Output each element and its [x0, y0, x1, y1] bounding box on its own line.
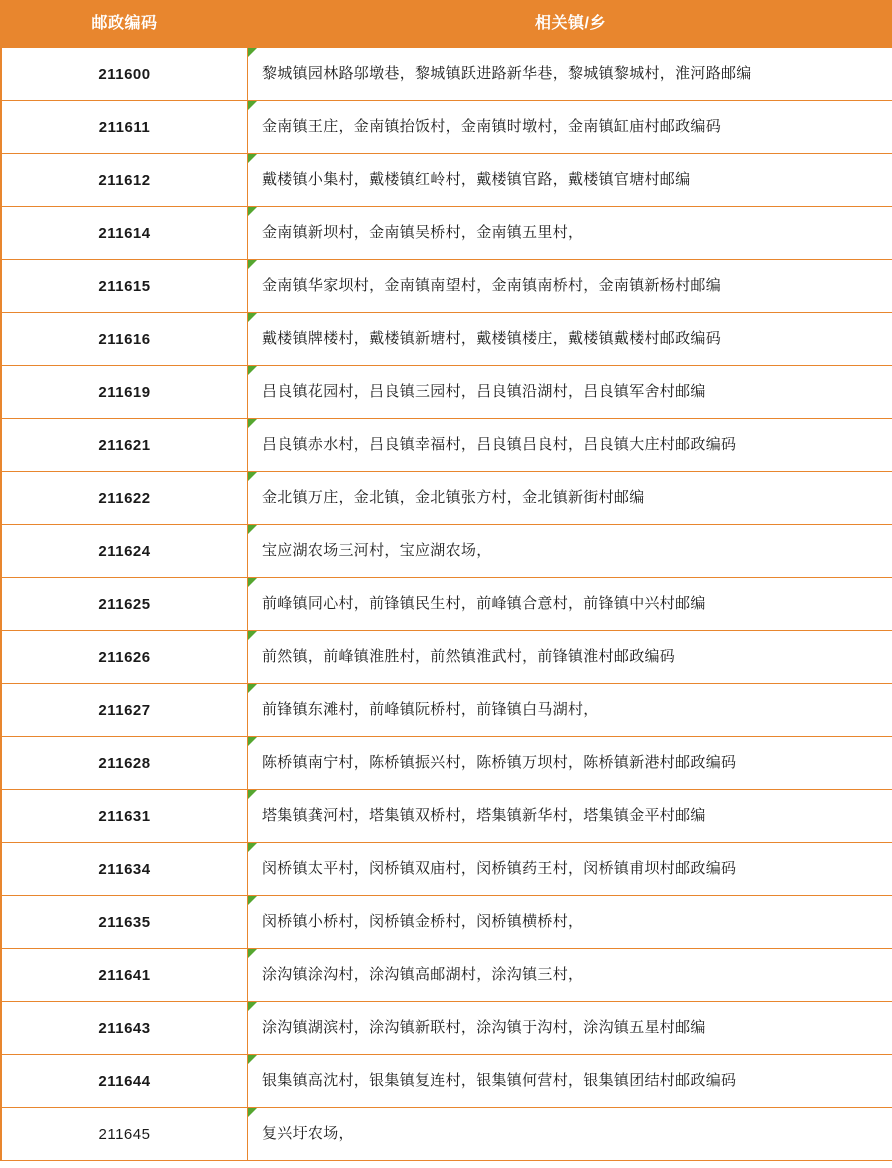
table-row [2, 419, 892, 472]
postcode-cell: 211611 [2, 101, 248, 154]
towns-cell [248, 525, 892, 578]
corner-marker-icon [248, 684, 257, 693]
table-row [2, 313, 892, 366]
towns-cell [248, 949, 892, 1002]
postcode-cell: 211621 [2, 419, 248, 472]
towns-cell [248, 313, 892, 366]
corner-marker-icon [248, 949, 257, 958]
towns-cell [248, 843, 892, 896]
postcode-cell: 211622 [2, 472, 248, 525]
towns-text: 复兴圩农场， [262, 1125, 354, 1143]
postcode-cell: 211627 [2, 684, 248, 737]
towns-cell [248, 48, 892, 101]
corner-marker-icon [248, 1055, 257, 1064]
towns-cell [248, 737, 892, 790]
table-header [2, 1, 892, 48]
column-header-towns: 相关镇/乡 [248, 1, 892, 48]
towns-cell [248, 101, 892, 154]
table-row [2, 1002, 892, 1055]
table-row [2, 790, 892, 843]
table-row [2, 1055, 892, 1108]
towns-text: 前锋镇东滩村，前峰镇阮桥村，前锋镇白马湖村， [262, 701, 599, 719]
towns-text: 闵桥镇小桥村，闵桥镇金桥村，闵桥镇横桥村， [262, 913, 584, 931]
table-row [2, 1108, 892, 1161]
table-row [2, 578, 892, 631]
towns-text: 闵桥镇太平村，闵桥镇双庙村，闵桥镇药王村，闵桥镇甫坝村邮政编码 [262, 860, 737, 878]
towns-text: 银集镇高沈村，银集镇复连村，银集镇何营村，银集镇团结村邮政编码 [262, 1072, 737, 1090]
postcode-cell: 211643 [2, 1002, 248, 1055]
towns-cell [248, 419, 892, 472]
column-header-postcode: 邮政编码 [2, 1, 248, 48]
towns-cell [248, 790, 892, 843]
corner-marker-icon [248, 207, 257, 216]
towns-cell [248, 684, 892, 737]
corner-marker-icon [248, 101, 257, 110]
postcode-cell: 211612 [2, 154, 248, 207]
towns-cell [248, 207, 892, 260]
corner-marker-icon [248, 313, 257, 322]
towns-cell [248, 578, 892, 631]
table-row [2, 154, 892, 207]
towns-cell [248, 472, 892, 525]
towns-cell [248, 1055, 892, 1108]
corner-marker-icon [248, 578, 257, 587]
towns-cell [248, 366, 892, 419]
towns-cell [248, 631, 892, 684]
table-row [2, 949, 892, 1002]
table-row [2, 843, 892, 896]
towns-text: 金北镇万庄，金北镇，金北镇张方村，金北镇新街村邮编 [262, 489, 645, 507]
corner-marker-icon [248, 1002, 257, 1011]
towns-text: 吕良镇花园村，吕良镇三园村，吕良镇沿湖村，吕良镇军舍村邮编 [262, 383, 706, 401]
towns-text: 涂沟镇湖滨村，涂沟镇新联村，涂沟镇于沟村，涂沟镇五星村邮编 [262, 1019, 706, 1037]
postcode-cell: 211600 [2, 48, 248, 101]
towns-text: 涂沟镇涂沟村，涂沟镇高邮湖村，涂沟镇三村， [262, 966, 584, 984]
towns-text: 戴楼镇小集村，戴楼镇红岭村，戴楼镇官路，戴楼镇官塘村邮编 [262, 171, 691, 189]
corner-marker-icon [248, 48, 257, 57]
table-header-row [2, 1, 892, 48]
towns-text: 金南镇新坝村，金南镇吴桥村，金南镇五里村， [262, 224, 584, 242]
corner-marker-icon [248, 896, 257, 905]
postcode-cell: 211631 [2, 790, 248, 843]
postcode-cell: 211635 [2, 896, 248, 949]
corner-marker-icon [248, 790, 257, 799]
towns-text: 前峰镇同心村，前锋镇民生村，前峰镇合意村，前锋镇中兴村邮编 [262, 595, 706, 613]
corner-marker-icon [248, 843, 257, 852]
towns-cell [248, 154, 892, 207]
towns-text: 黎城镇园林路邬墩巷，黎城镇跃进路新华巷，黎城镇黎城村，淮河路邮编 [262, 65, 752, 83]
postcode-cell: 211616 [2, 313, 248, 366]
towns-text: 金南镇华家坝村，金南镇南望村，金南镇南桥村，金南镇新杨村邮编 [262, 277, 722, 295]
corner-marker-icon [248, 737, 257, 746]
postcode-cell: 211641 [2, 949, 248, 1002]
towns-text: 金南镇王庄，金南镇抬饭村，金南镇时墩村，金南镇缸庙村邮政编码 [262, 118, 722, 136]
table-row [2, 472, 892, 525]
table-row [2, 684, 892, 737]
postcode-cell: 211626 [2, 631, 248, 684]
postcode-cell: 211644 [2, 1055, 248, 1108]
table-body [2, 48, 892, 1161]
corner-marker-icon [248, 1108, 257, 1117]
towns-cell [248, 1108, 892, 1161]
table-row [2, 525, 892, 578]
towns-text: 陈桥镇南宁村，陈桥镇振兴村，陈桥镇万坝村，陈桥镇新港村邮政编码 [262, 754, 737, 772]
postcode-cell: 211634 [2, 843, 248, 896]
corner-marker-icon [248, 472, 257, 481]
table-row [2, 366, 892, 419]
table-row [2, 260, 892, 313]
table-row [2, 896, 892, 949]
corner-marker-icon [248, 260, 257, 269]
towns-text: 宝应湖农场三河村，宝应湖农场， [262, 542, 492, 560]
postcode-table [1, 0, 892, 1161]
postcode-cell: 211619 [2, 366, 248, 419]
table-row [2, 48, 892, 101]
towns-cell [248, 896, 892, 949]
towns-cell [248, 1002, 892, 1055]
towns-cell [248, 260, 892, 313]
table-row [2, 737, 892, 790]
postcode-cell: 211625 [2, 578, 248, 631]
table-row [2, 207, 892, 260]
towns-text: 吕良镇赤水村，吕良镇幸福村，吕良镇吕良村，吕良镇大庄村邮政编码 [262, 436, 737, 454]
postcode-cell: 211645 [2, 1108, 248, 1161]
postcode-cell: 211628 [2, 737, 248, 790]
table-row [2, 101, 892, 154]
corner-marker-icon [248, 419, 257, 428]
towns-text: 戴楼镇牌楼村，戴楼镇新塘村，戴楼镇楼庄，戴楼镇戴楼村邮政编码 [262, 330, 722, 348]
corner-marker-icon [248, 154, 257, 163]
postcode-cell: 211624 [2, 525, 248, 578]
postcode-cell: 211614 [2, 207, 248, 260]
corner-marker-icon [248, 525, 257, 534]
postcode-cell: 211615 [2, 260, 248, 313]
table-row [2, 631, 892, 684]
towns-text: 塔集镇龚河村，塔集镇双桥村，塔集镇新华村，塔集镇金平村邮编 [262, 807, 706, 825]
corner-marker-icon [248, 631, 257, 640]
towns-text: 前然镇，前峰镇淮胜村，前然镇淮武村，前锋镇淮村邮政编码 [262, 648, 676, 666]
corner-marker-icon [248, 366, 257, 375]
